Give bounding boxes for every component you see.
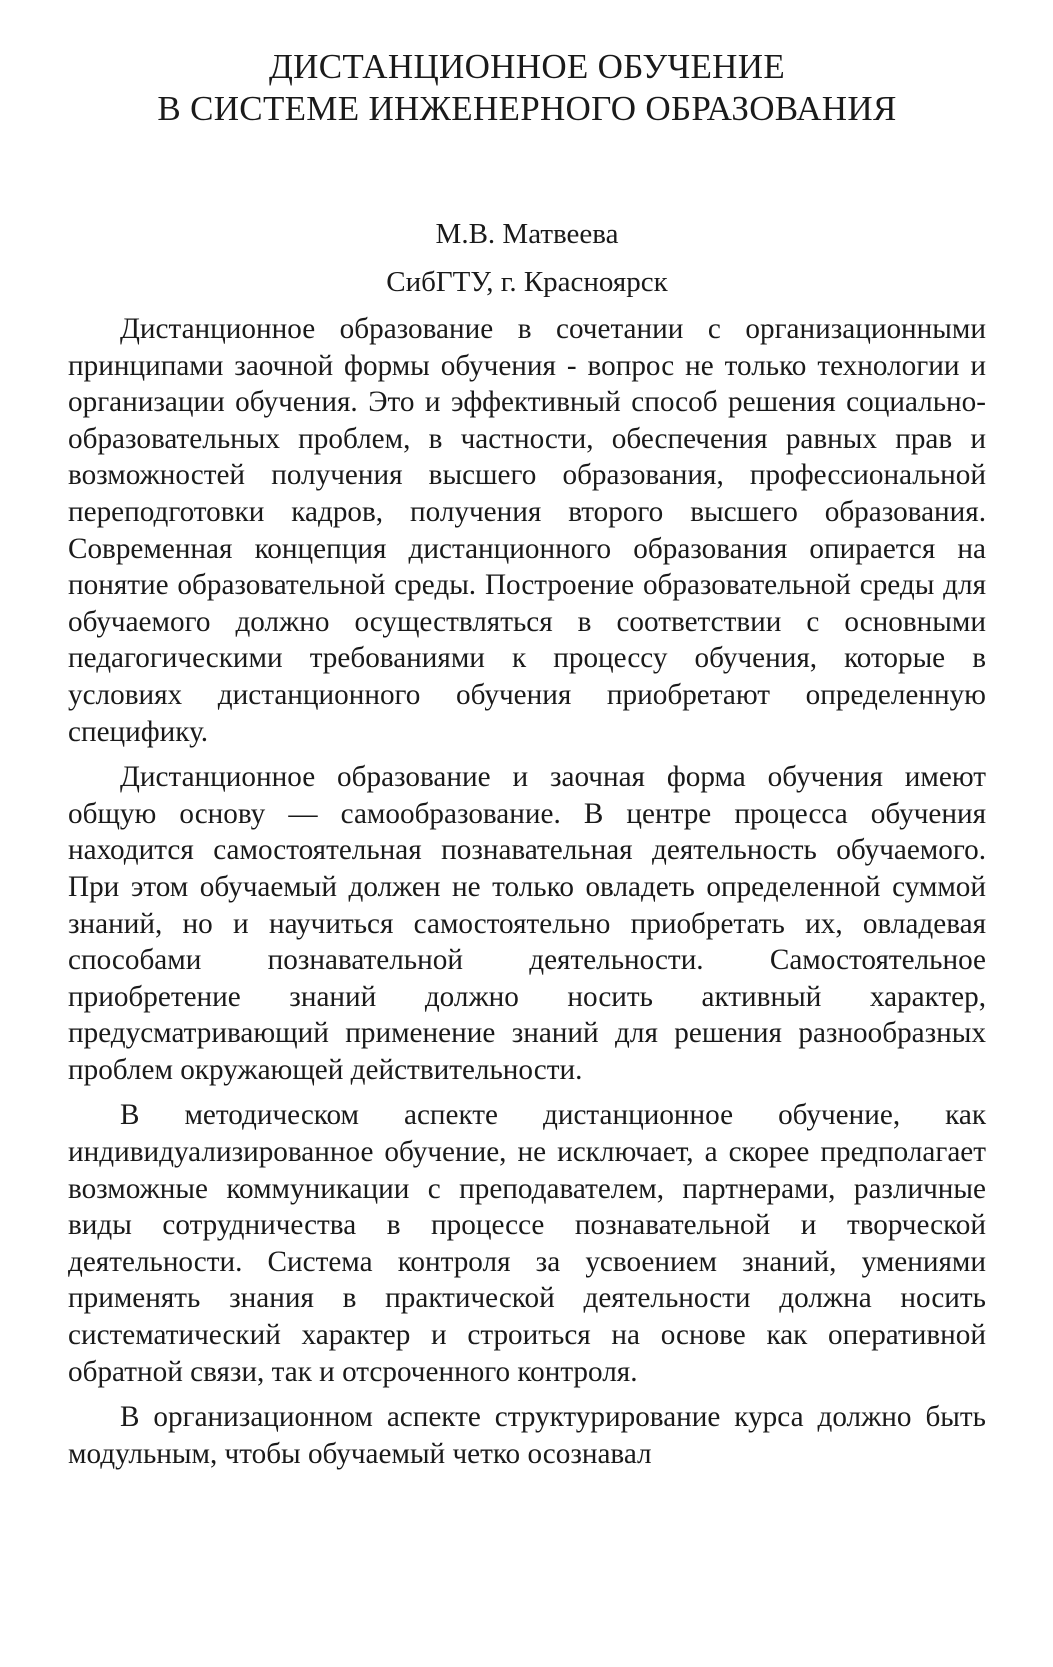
body-text xyxy=(68,311,986,1472)
author-name: М.В. Матвеева xyxy=(435,218,619,250)
paragraph-1: Дистанционное образование в сочетании с организационными принципами заочной формы обучения - вопрос не только технологии и организации обучения. Это и эффективный способ решения социально-образовательных проблем, в частности, обеспечения равных прав и возможностей получения высшего образования, профессиональной переподготовки кадров, получения второго высшего образования. Современная концепция дистанционного образования опирается на понятие образовательной среды. Построение образовательной среды для обучаемого должно осуществляться в соответствии с основными педагогическими требованиями к процессу обучения, которые в условиях дистанционного обучения приобретают определенную специфику. xyxy=(68,313,986,748)
paragraph-4: В организационном аспекте структурирование курса должно быть модульным, чтобы обучаемый четко осознавал xyxy=(68,1401,986,1470)
paper-title-line-1: ДИСТАНЦИОННОЕ ОБУЧЕНИЕ xyxy=(268,47,786,86)
paper-title xyxy=(68,46,986,130)
paper-title-line-2: В СИСТЕМЕ ИНЖЕНЕРНОГО ОБРАЗОВАНИЯ xyxy=(157,89,897,128)
document-page xyxy=(68,46,986,1481)
paragraph-2: Дистанционное образование и заочная форма обучения имеют общую основу — самообразование. В центре процесса обучения находится самостоятельная познавательная деятельность обучаемого. При этом обучаемый должен не только овладеть определенной суммой знаний, но и научиться самостоятельно приобретать их, овладевая способами познавательной деятельности. Самостоятельное приобретение знаний должно носить активный характер, предусматривающий применение знаний для решения разнообразных проблем окружающей действительности. xyxy=(68,761,986,1086)
paragraph-3: В методическом аспекте дистанционное обучение, как индивидуализированное обучение, не исключает, а скорее предполагает возможные коммуникации с преподавателем, партнерами, различные виды сотрудничества в процессе познавательной и творческой деятельности. Система контроля за усвоением знаний, умениями применять знания в практической деятельности должна носить систематический характер и строиться на основе как оперативной обратной связи, так и отсроченного контроля. xyxy=(68,1099,986,1388)
author-affiliation: СибГТУ, г. Красноярск xyxy=(386,266,668,298)
